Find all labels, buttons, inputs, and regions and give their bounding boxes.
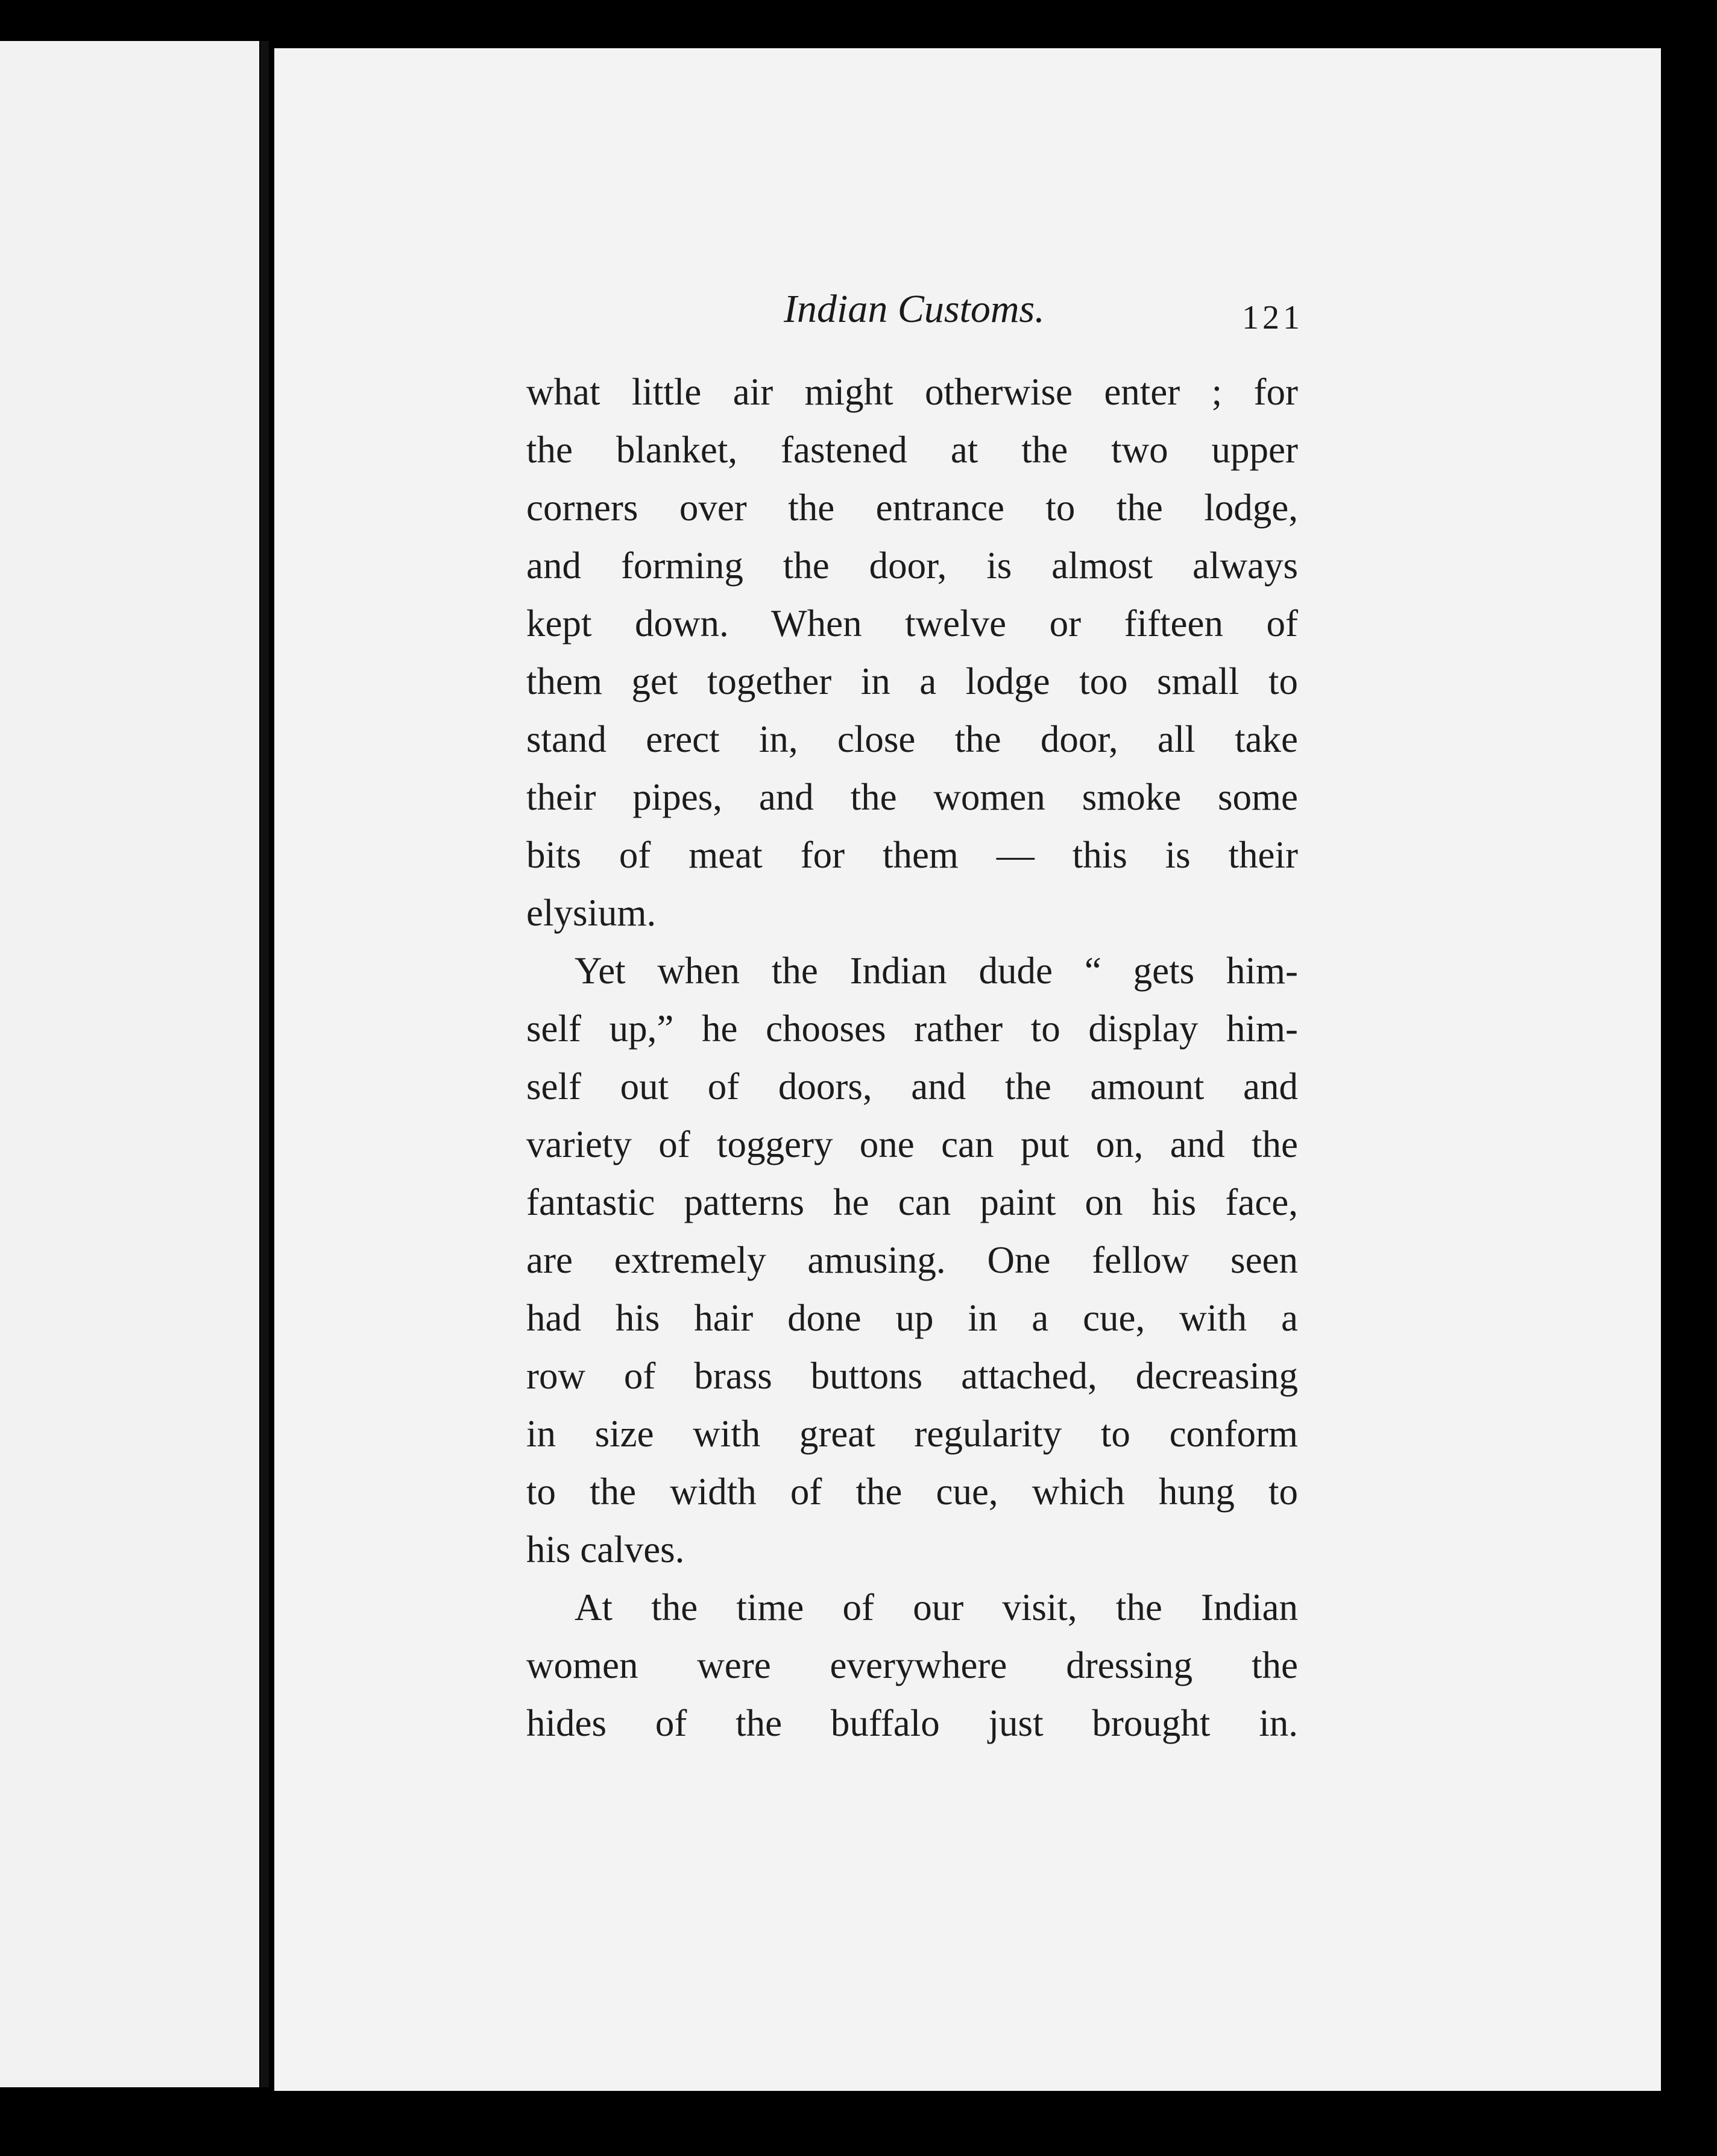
text-line: At the time of our visit, the Indian	[575, 1586, 1298, 1628]
text-line: fantastic patterns he can paint on his face,	[526, 1181, 1298, 1223]
text-line: self out of doors, and the amount and	[526, 1065, 1298, 1108]
text-line: bits of meat for them — this is their	[526, 834, 1298, 876]
text-line: variety of toggery one can put on, and the	[526, 1123, 1298, 1165]
text-line: are extremely amusing. One fellow seen	[526, 1239, 1298, 1281]
text-line: Yet when the Indian dude “ gets him-	[575, 950, 1298, 992]
book-gutter	[260, 41, 269, 2087]
running-title: Indian Customs.	[784, 287, 1045, 331]
page-number: 121	[1242, 299, 1303, 336]
text-line: self up,” he chooses rather to display him-	[526, 1007, 1298, 1050]
text-line: women were everywhere dressing the	[526, 1644, 1298, 1686]
text-line: stand erect in, close the door, all take	[526, 718, 1298, 760]
text-line: hides of the buffalo just brought in.	[526, 1702, 1298, 1744]
text-line: had his hair done up in a cue, with a	[526, 1297, 1298, 1339]
text-line: elysium.	[526, 892, 657, 934]
text-line: what little air might otherwise enter ; for	[526, 371, 1298, 413]
text-line: corners over the entrance to the lodge,	[526, 487, 1298, 529]
text-line: kept down. When twelve or fifteen of	[526, 602, 1298, 645]
text-line: in size with great regularity to conform	[526, 1413, 1298, 1455]
text-line: row of brass buttons attached, decreasing	[526, 1355, 1298, 1397]
text-line: his calves.	[526, 1528, 685, 1571]
text-line: and forming the door, is almost always	[526, 544, 1298, 587]
text-line: them get together in a lodge too small to	[526, 660, 1298, 702]
text-line: their pipes, and the women smoke some	[526, 776, 1298, 818]
text-line: to the width of the cue, which hung to	[526, 1470, 1298, 1513]
left-page-edge	[0, 41, 259, 2087]
text-line: the blanket, fastened at the two upper	[526, 429, 1298, 471]
body-text	[526, 363, 1298, 1752]
